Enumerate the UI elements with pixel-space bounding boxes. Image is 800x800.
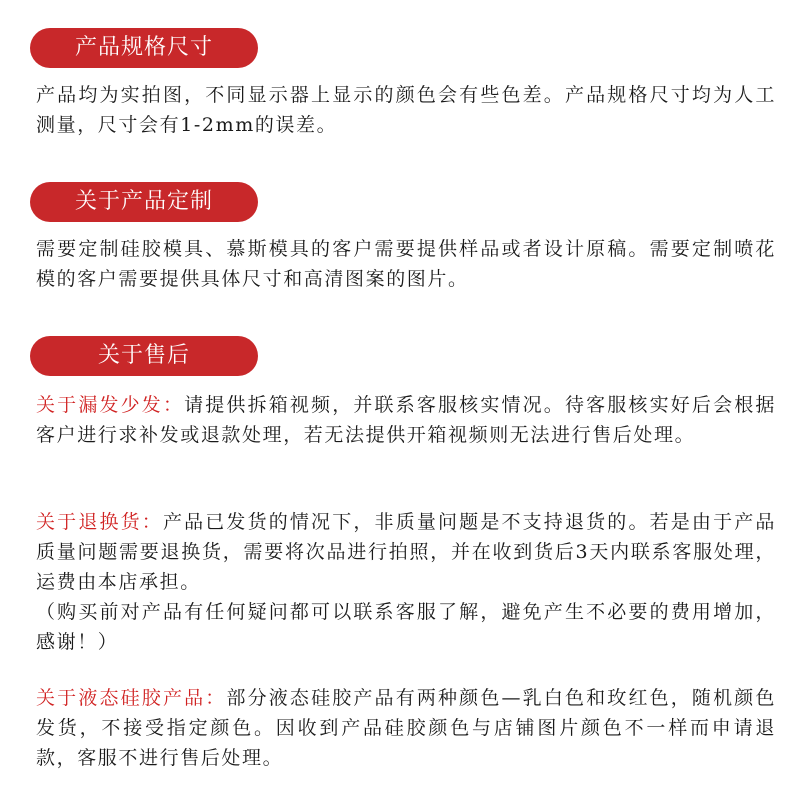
returns-lead: 关于退换货： [36, 511, 163, 533]
section-title-custom: 关于产品定制 [30, 182, 258, 222]
returns-note: （购买前对产品有任何疑问都可以联系客服了解，避免产生不必要的费用增加，感谢！） [36, 601, 776, 653]
section-title-aftersales: 关于售后 [30, 336, 258, 376]
custom-paragraph: 需要定制硅胶模具、慕斯模具的客户需要提供样品或者设计原稿。需要定制喷花模的客户需要提供具体尺寸和高清图案的图片。 [36, 238, 776, 290]
liquid-silicone-text: 部分液态硅胶产品有两种颜色—乳白色和玫红色，随机颜色发货，不接受指定颜色。因收到产品硅胶颜色与店铺图片颜色不一样而申请退款，客服不进行售后处理。 [36, 687, 776, 769]
missing-items-paragraph [36, 390, 776, 450]
returns-paragraph [36, 507, 776, 597]
returns-text: 产品已发货的情况下，非质量问题是不支持退货的。若是由于产品质量问题需要退换货，需要将次品进行拍照，并在收到货后3天内联系客服处理，运费由本店承担。 [36, 511, 776, 593]
section-title-spec: 产品规格尺寸 [30, 28, 258, 68]
liquid-silicone-lead: 关于液态硅胶产品： [36, 687, 227, 709]
spec-paragraph: 产品均为实拍图，不同显示器上显示的颜色会有些色差。产品规格尺寸均为人工测量，尺寸会有1-2mm的误差。 [36, 84, 776, 136]
missing-items-text: 请提供拆箱视频，并联系客服核实情况。待客服核实好后会根据客户进行求补发或退款处理，若无法提供开箱视频则无法进行售后处理。 [36, 394, 776, 446]
missing-items-lead: 关于漏发少发： [36, 394, 185, 416]
liquid-silicone-paragraph [36, 683, 776, 773]
